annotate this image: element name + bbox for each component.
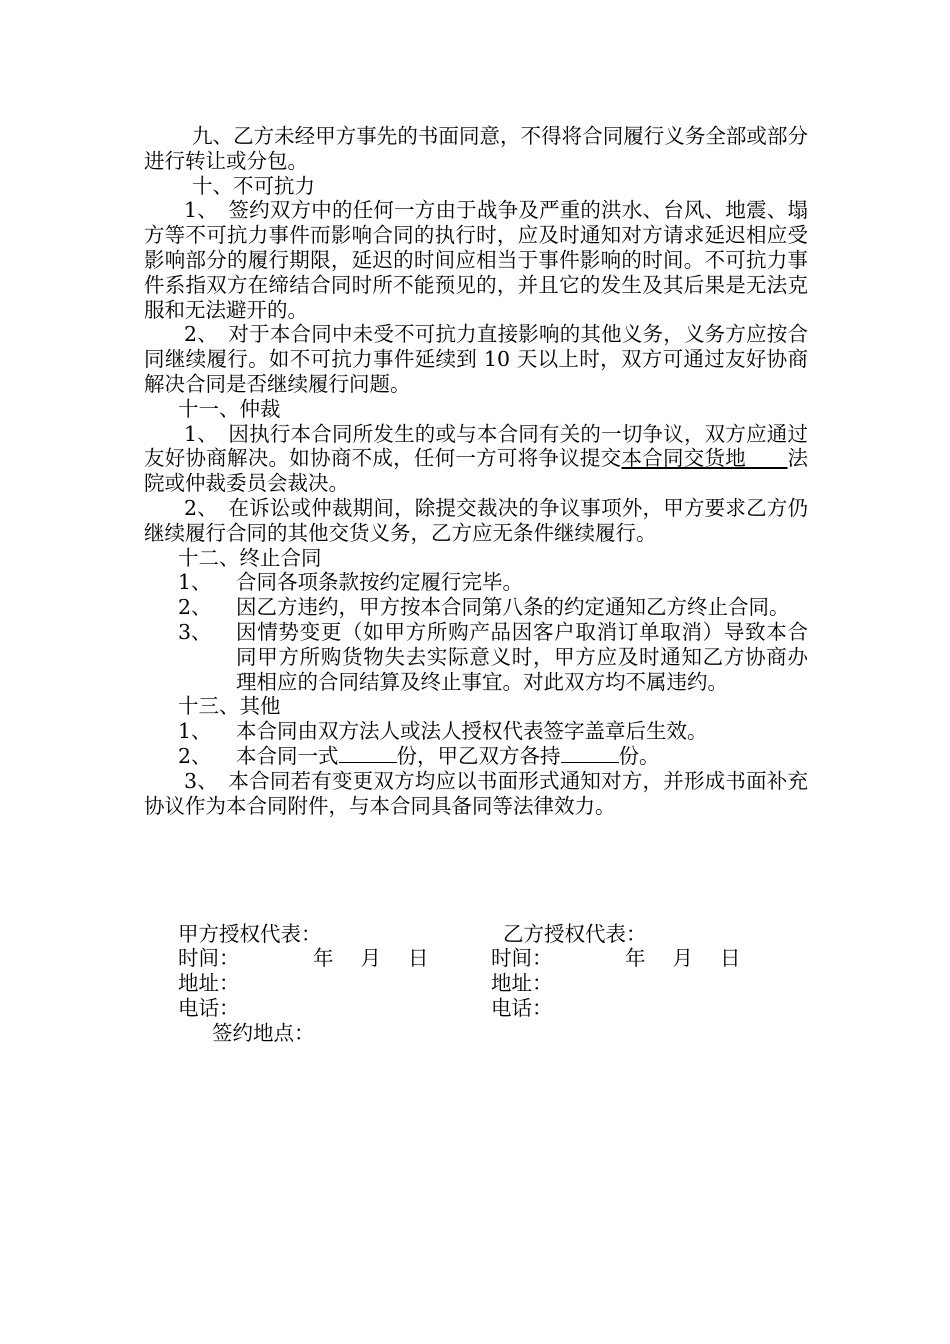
clause-11-1-text: 1、 因执行本合同所发生的或与本合同有关的一切争议，双方应通过友好协商解决。如协商不成，任何一方可将争议提交	[144, 421, 808, 471]
list-item-number: 1、	[178, 719, 212, 744]
list-item-text	[236, 744, 808, 769]
arbitration-place-field: 本合同交货地	[621, 446, 788, 471]
clause-11-1	[144, 422, 808, 496]
party-b-date: 年 月 日	[625, 946, 741, 970]
copies-text-2: 份，甲乙双方各持	[396, 743, 561, 768]
list-item-number: 3、	[178, 619, 212, 644]
list-item-number: 2、	[178, 743, 212, 768]
clause-13-title: 十三、其他	[178, 694, 281, 719]
clause-11-2: 2、 在诉讼或仲裁期间，除提交裁决的争议事项外，甲方要求乙方仍继续履行合同的其他交货义务，乙方应无条件继续履行。	[144, 495, 808, 545]
clause-13-3: 3、 本合同若有变更双方均应以书面形式通知对方，并形成书面补充协议作为本合同附件，与本合同具备同等法律效力。	[144, 768, 808, 818]
list-item	[144, 570, 808, 595]
party-b-rep-label: 乙方授权代表：	[503, 922, 647, 946]
clause-11-1-end: 法院或仲裁委员会裁决。	[144, 446, 809, 496]
clause-10-title: 十、不可抗力	[192, 173, 315, 198]
party-a-rep-label: 甲方授权代表：	[178, 922, 322, 946]
clause-10-2: 2、 对于本合同中未受不可抗力直接影响的其他义务，义务方应按合同继续履行。如不可抗力事件延续到 10 天以上时，双方可通过友好协商解决合同是否继续履行问题。	[144, 322, 808, 396]
signing-place-label: 签约地点：	[212, 1021, 315, 1045]
list-item-number: 1、	[178, 570, 212, 595]
list-item-text: 因乙方违约，甲方按本合同第八条的约定通知乙方终止合同。	[236, 595, 790, 620]
party-a-phone-label: 电话：	[178, 996, 240, 1020]
list-item	[144, 744, 808, 769]
list-item	[144, 620, 808, 694]
clause-11-title: 十一、仲裁	[178, 396, 281, 421]
list-item-text: 本合同由双方法人或法人授权代表签字盖章后生效。	[236, 719, 708, 744]
copies-text: 本合同一式	[236, 743, 339, 768]
party-b-phone-label: 电话：	[491, 996, 553, 1020]
copies-blank	[339, 744, 397, 763]
contract-body	[144, 124, 808, 818]
copies-each-blank	[561, 744, 619, 763]
list-item-text: 因情势变更（如甲方所购产品因客户取消订单取消）导致本合同甲方所购货物失去实际意义时，甲方应及时通知乙方协商办理相应的合同结算及终止事宜。对此双方均不属违约。	[236, 619, 808, 694]
list-item-text: 合同各项条款按约定履行完毕。	[236, 570, 523, 595]
party-a-date: 年 月 日	[313, 946, 429, 970]
copies-text-3: 份。	[618, 743, 660, 768]
party-b-address-label: 地址：	[491, 971, 553, 995]
list-item	[144, 719, 808, 744]
clause-12-title: 十二、终止合同	[178, 545, 322, 570]
party-b-time-label: 时间：	[491, 946, 553, 970]
list-item	[144, 595, 808, 620]
party-a-time-label: 时间：	[178, 946, 240, 970]
list-item-number: 2、	[178, 595, 212, 620]
party-a-address-label: 地址：	[178, 971, 240, 995]
clause-10-1: 1、 签约双方中的任何一方由于战争及严重的洪水、台风、地震、塌方等不可抗力事件而影响合同的执行时，应及时通知对方请求延迟相应受影响部分的履行期限，延迟的时间应相当于事件影响的时间。不可抗力事件系指双方在缔结合同时所不能预见的，并且它的发生及其后果是无法克服和无法避开的。	[144, 198, 808, 322]
clause-9: 九、乙方未经甲方事先的书面同意，不得将合同履行义务全部或部分进行转让或分包。	[144, 124, 808, 173]
